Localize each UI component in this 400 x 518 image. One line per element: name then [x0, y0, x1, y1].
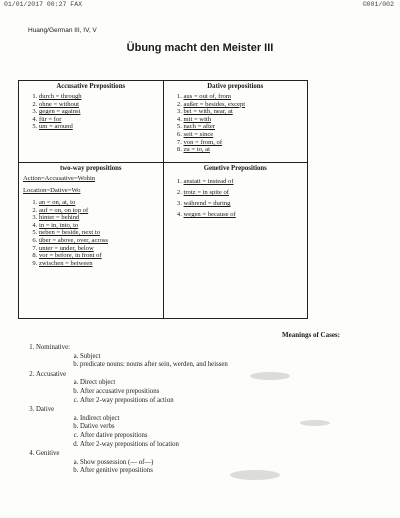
list-item: 5. neben = beside, next to: [39, 229, 159, 237]
page-title: Übung macht den Meister III: [126, 42, 274, 54]
list-item: 6. über = above, over, across: [39, 237, 159, 245]
case-item: 3. Dative a. Indirect object b. Dative verbs c. After dative prepositions d. After 2-way prepositions of location: [36, 406, 336, 449]
case-subitem: a. Show possession (— of—): [80, 459, 336, 468]
list-item: 1. anstatt = instead of: [184, 176, 304, 187]
location-note: Location=Dative=Wo: [23, 187, 81, 194]
twoway-heading: two-way prepositions: [59, 165, 122, 172]
fax-header-left: 01/01/2017 00:27 FAX: [4, 1, 83, 8]
dative-heading: Dative prepositions: [207, 83, 264, 90]
case-item: 4. Genitive a. Show possession (— of—) b. After genitive prepositions: [36, 450, 336, 476]
list-item: 3. bei = with, near, at: [184, 108, 304, 116]
list-item: 3. während = during: [184, 198, 304, 209]
twoway-cell: [19, 163, 164, 319]
list-item: 2. außer = besides, except: [184, 101, 304, 109]
case-subitem: c. After dative prepositions: [80, 432, 336, 441]
twoway-list: [23, 199, 159, 267]
list-item: 3. gegen = against: [39, 108, 159, 116]
list-item: 4. wegen = because of: [184, 209, 304, 220]
fax-header-right: ©001/002: [362, 1, 394, 8]
action-note: Action=Accusative=Wohin: [23, 175, 96, 182]
list-item: 3. hinter = behind: [39, 214, 159, 222]
fax-header: [4, 1, 394, 11]
case-subitem: a. Subject: [80, 353, 336, 362]
list-item: 4. mit = with: [184, 116, 304, 124]
list-item: 7. unter = under, below: [39, 245, 159, 253]
case-subitem: d. After 2-way prepositions of location: [80, 441, 336, 450]
case-subitem: b. predicate nouns: nouns after sein, werden, and heissen: [80, 361, 336, 370]
list-item: 4. für = for: [39, 116, 159, 124]
meanings-heading: Meanings of Cases:: [282, 331, 340, 339]
scan-noise: [230, 470, 280, 480]
list-item: 2. auf = on, on top of: [39, 207, 159, 215]
list-item: 8. zu = to, at: [184, 146, 304, 154]
list-item: 2. trotz = in spite of: [184, 187, 304, 198]
accusative-list: [23, 93, 159, 131]
class-header: Huang/German III, IV, V: [28, 27, 97, 34]
list-item: 2. ohne = without: [39, 101, 159, 109]
case-subitem: a. Direct object: [80, 379, 336, 388]
dative-list: [168, 93, 304, 154]
case-subitem: c. After 2-way prepositions of action: [80, 397, 336, 406]
genitive-list: [168, 176, 304, 220]
list-item: 6. seit = since: [184, 131, 304, 139]
accusative-cell: [19, 81, 164, 163]
scan-noise: [250, 372, 290, 380]
list-item: 5. nach = after: [184, 123, 304, 131]
list-item: 1. durch = through: [39, 93, 159, 101]
prepositions-table: [18, 80, 308, 319]
list-item: 1. aus = out of, from: [184, 93, 304, 101]
case-subitem: b. After accusative prepositions: [80, 388, 336, 397]
dative-cell: [163, 81, 308, 163]
list-item: 4. in = in, into, to: [39, 222, 159, 230]
scan-noise: [300, 420, 330, 426]
case-subitem: b. Dative verbs: [80, 423, 336, 432]
genitive-cell: [163, 163, 308, 319]
case-subitem: a. Indirect object: [80, 415, 336, 424]
list-item: 9. zwischen = between: [39, 260, 159, 268]
genitive-heading: Genetive Prepositions: [203, 165, 267, 172]
accusative-heading: Accusative Prepositions: [56, 83, 126, 90]
case-item: 1. Nominative: a. Subject b. predicate nouns: nouns after sein, werden, and heissen: [36, 344, 336, 370]
list-item: 7. von = from, of: [184, 139, 304, 147]
case-subitem: b. After genitive prepositions: [80, 467, 336, 476]
list-item: 5. um = around: [39, 123, 159, 131]
case-item: 2. Accusative a. Direct object b. After accusative prepositions c. After 2-way prepositions of action: [36, 371, 336, 405]
list-item: 8. vor = before, in front of: [39, 252, 159, 260]
cases-list: [18, 344, 336, 477]
list-item: 1. an = on, at, to: [39, 199, 159, 207]
